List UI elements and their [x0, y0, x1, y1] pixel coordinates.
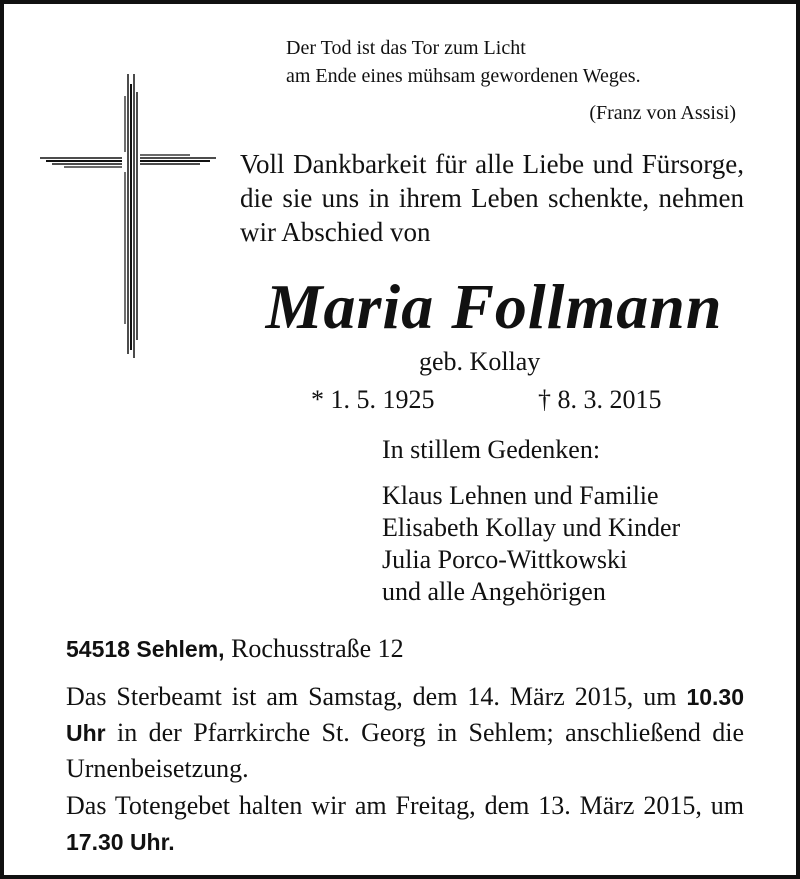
- service-text-end: in der Pfarrkirche St. Georg in Sehlem; anschließend die Urnenbeisetzung.: [66, 718, 745, 783]
- address-city: 54518 Sehlem,: [66, 636, 225, 662]
- prayer-text-start: Das Totengebet halten wir am Freitag, dem 13. März 2015, um: [66, 791, 744, 820]
- quote-line-2: am Ende eines mühsam gewordenen Weges.: [286, 65, 641, 87]
- maiden-name: geb. Kollay: [419, 347, 541, 376]
- deceased-name: Maria Follmann: [265, 271, 723, 342]
- service-text-start: Das Sterbeamt ist am Samstag, dem 14. März 2015, um: [66, 682, 677, 711]
- mourners-block: [382, 434, 680, 608]
- prayer-text: [66, 788, 744, 860]
- quote: [286, 34, 641, 90]
- mourner-item: und alle Angehörigen: [382, 577, 606, 606]
- mourners-heading: In stillem Gedenken:: [382, 435, 601, 464]
- mourner-item: Elisabeth Kollay und Kinder: [382, 513, 681, 542]
- death-date: † 8. 3. 2015: [538, 385, 662, 414]
- address: [66, 634, 404, 664]
- address-street: Rochusstraße 12: [231, 634, 404, 663]
- quote-author: (Franz von Assisi): [589, 102, 736, 124]
- mourner-item: Julia Porco-Wittkowski: [382, 545, 628, 574]
- birth-date: * 1. 5. 1925: [311, 385, 435, 414]
- funeral-service-text: [66, 679, 744, 787]
- mourner-item: Klaus Lehnen und Familie: [382, 481, 659, 510]
- prayer-time: 17.30 Uhr.: [66, 829, 175, 855]
- quote-line-1: Der Tod ist das Tor zum Licht: [286, 37, 526, 59]
- service-time: 10.30 Uhr: [66, 684, 745, 746]
- intro-text: Voll Dankbarkeit für alle Liebe und Fürsorge, die sie uns in ihrem Leben schenkte, nehmen wir Abschied von: [240, 149, 744, 247]
